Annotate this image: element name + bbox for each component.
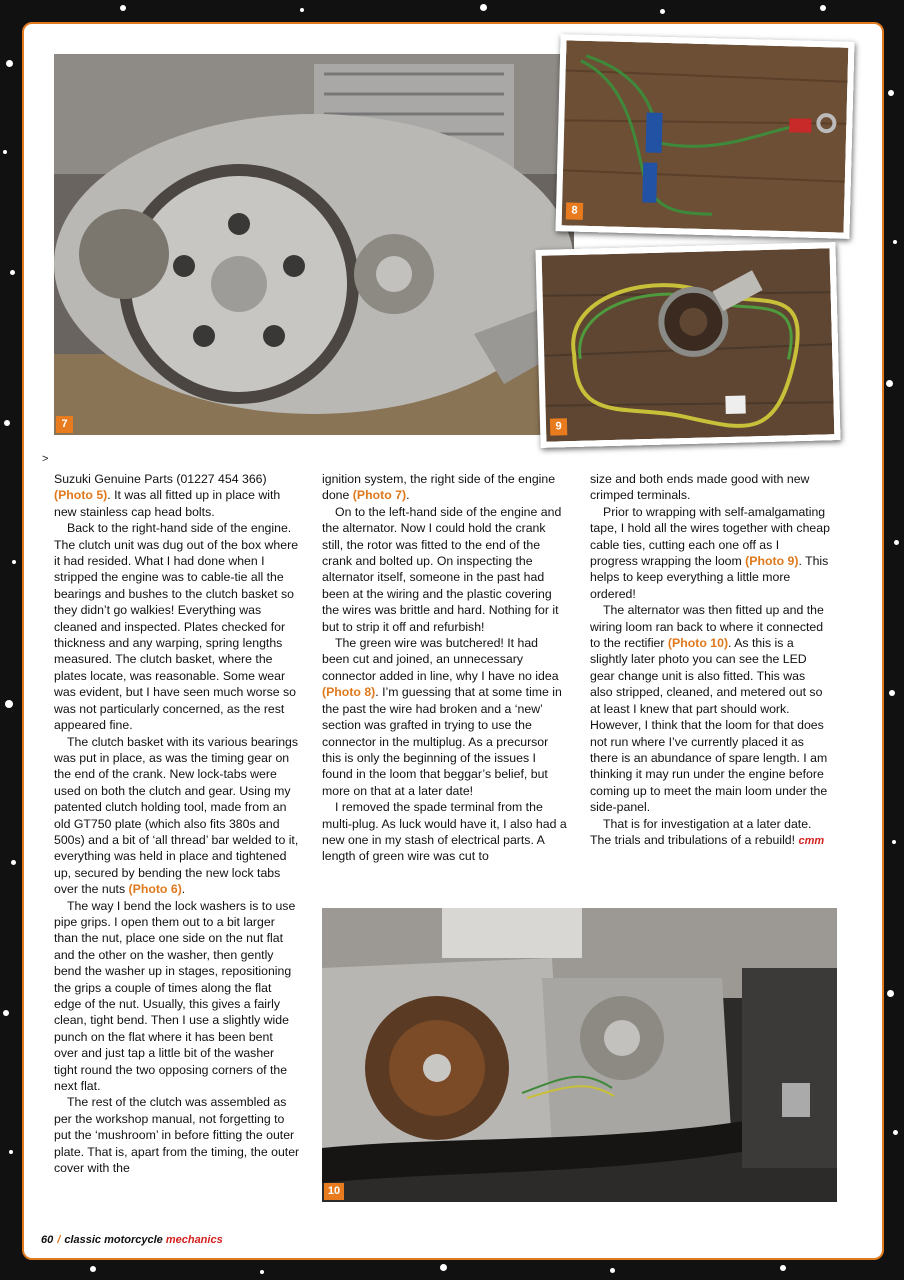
paragraph: The green wire was butchered! It had been cut and joined, an unnecessary connector added in line, why I have no idea (Photo 8). I’m guessing that at some time in the past the wire had broken and a ‘new’ section was grafted in trying to use the connector in the multiplug. As a precursor this is only the beginning of the issues I found in the loom that beggar’s belief, but more on that at a later date! (322, 636, 562, 798)
paragraph: I removed the spade terminal from the multi-plug. As luck would have it, I also had a new one in my stash of electrical parts. A length of green wire was cut to (322, 800, 567, 864)
photo-green-wire (555, 34, 854, 239)
photo-number: 10 (324, 1183, 344, 1200)
photo-alternator-fitted (322, 908, 837, 1202)
page-footer: 60 / classic motorcycle mechanics (41, 1234, 223, 1246)
photo-reference: (Photo 5) (54, 488, 108, 503)
text-column-2 (322, 471, 568, 865)
photo-reference: (Photo 8) (322, 685, 376, 700)
paragraph: size and both ends made good with new crimped terminals. (590, 472, 810, 503)
paragraph: Prior to wrapping with self-amalgamating tape, I hold all the wires together with cheap cable ties, cutting each one off as I progress wrapping the loom (Photo 9). This helps to keep everything a little more ordered! (590, 504, 830, 601)
cmm-sign-off: cmm (798, 834, 825, 847)
paragraph: The alternator was then fitted up and the wiring loom ran back to where it connected to the rectifier (Photo 10). As this is a slightly later photo you can see the LED gear change unit is also fitted. This was also stripped, cleaned, and metered out so at least I knew that part should work. However, I think that the loom for that does not run where I’ve currently placed it as there is an abundance of spare length. I am thinking it may run under the engine before coming up to meet the main loom under the side-panel. (590, 603, 828, 815)
photo-reference: (Photo 10) (667, 636, 729, 651)
text-column-1 (54, 471, 300, 1176)
photo-clutch (54, 54, 574, 435)
continue-marker-icon: > (42, 453, 49, 465)
paragraph: Back to the right-hand side of the engine. The clutch unit was dug out of the box where it had resided. What I had done when I stripped the engine was to cable-tie all the bearings and bushes to the clutch basket so they didn’t go walkies! Everything was cleaned and inspected. Plates checked for thickness and any warping, spring lengths measured. The clutch basket, where the plates locate, was reasonable. Some wear was evident, but I have seen much worse so was not particularly concerned, as the rest appeared fine. (54, 521, 299, 733)
paragraph: The rest of the clutch was assembled as per the workshop manual, not forgetting to put the ‘mushroom’ in before fitting the outer plate. That is, apart from the timing, the outer cover with the (54, 1095, 300, 1176)
text-column-3 (590, 471, 830, 849)
magazine-name-accent: mechanics (165, 1234, 223, 1246)
paragraph: Suzuki Genuine Parts (01227 454 366) (Photo 5). It was all fitted up in place with new stainless cap head bolts. (54, 472, 281, 519)
photo-number: 7 (56, 416, 73, 433)
paragraph: ignition system, the right side of the engine done (Photo 7). (322, 472, 556, 503)
magazine-name: classic motorcycle (64, 1234, 163, 1246)
photo-reference: (Photo 9) (745, 554, 799, 569)
paragraph: The clutch basket with its various bearings was put in place, as was the timing gear on the end of the crank. New lock-tabs were used on both the clutch and gear. Using my patented clutch holding tool, made from an old GT750 plate (which also fits 380s and 500s) and a bit of ‘all thread’ bar welded to it, everything was held in place and tightened up, secured by bending the new lock tabs over the nuts (Photo 6). (54, 734, 299, 897)
page-number: 60 (41, 1234, 54, 1246)
photo-alternator-loom (535, 242, 840, 448)
photo-number: 8 (566, 202, 583, 219)
photo-reference: (Photo 7) (352, 488, 407, 503)
paragraph: The way I bend the lock washers is to use pipe grips. I open them out to a bit larger than the nut, place one side on the nut flat and the other on the washer, then gently bend the washer up in stages, repositioning the grips a couple of times along the flat edge of the nut. Usually, this gives a fairly clean, tight bend. Then I use a slightly wide punch on the flat where it has been bent over and just tap a little bit of the washer tight round the two opposing corners of the next flat. (54, 898, 296, 1094)
paragraph: That is for investigation at a later date. The trials and tribulations of a rebuild! cmm (590, 816, 825, 847)
photo-number: 9 (550, 418, 567, 435)
magazine-page (22, 22, 884, 1260)
paragraph: On to the left-hand side of the engine and the alternator. Now I could hold the crank still, the rotor was fitted to the end of the crank and bolted up. On inspecting the alternator itself, someone in the past had been at the wiring and the plastic covering the wires was brittle and hard. Nothing for it but to strip it off and refurbish! (322, 504, 562, 634)
photo-reference: (Photo 6) (128, 882, 182, 897)
